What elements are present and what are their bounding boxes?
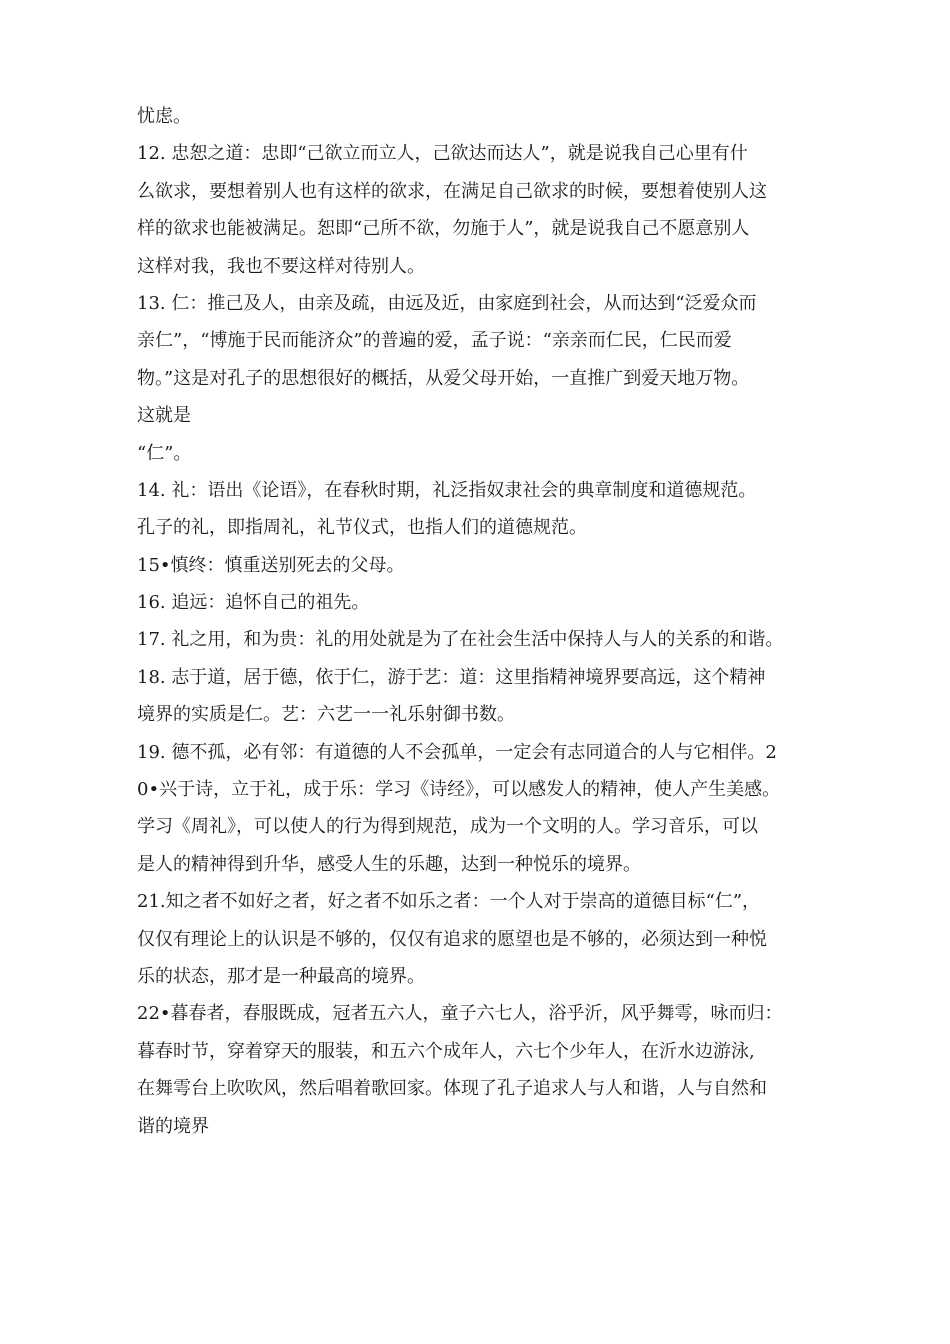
- text-line: 13. 仁：推己及人，由亲及疏，由远及近，由家庭到社会，从而达到“泛爱众而: [137, 292, 757, 314]
- text-line: 谐的境界: [137, 1115, 209, 1137]
- text-line: 么欲求，要想着别人也有这样的欲求，在满足自己欲求的时候，要想着使别人这: [137, 180, 767, 202]
- text-line: 14. 礼：语出《论语》，在春秋时期，礼泛指奴隶社会的典章制度和道德规范。: [137, 479, 757, 501]
- text-line: 境界的实质是仁。艺：六艺一一礼乐射御书数。: [137, 704, 515, 726]
- text-line: 21.知之者不如好之者，好之者不如乐之者：一个人对于崇高的道德目标“仁”，: [137, 891, 761, 913]
- text-line: 乐的状态，那才是一种最高的境界。: [137, 965, 425, 987]
- text-line: 17. 礼之用，和为贵：礼的用处就是为了在社会生活中保持人与人的关系的和谐。: [137, 629, 784, 651]
- text-line: 18. 志于道，居于德，依于仁，游于艺：道：这里指精神境界要高远，这个精神: [137, 666, 766, 688]
- text-line: 19. 德不孤，必有邻：有道德的人不会孤单，一定会有志同道合的人与它相伴。2: [137, 741, 777, 763]
- text-line: 12. 忠恕之道：忠即“己欲立而立人，己欲达而达人”，就是说我自己心里有什: [137, 143, 748, 165]
- text-line: “仁”。: [137, 442, 192, 464]
- text-line: 样的欲求也能被满足。恕即“己所不欲，勿施于人”，就是说我自己不愿意别人: [137, 218, 750, 240]
- text-line: 0•兴于诗，立于礼，成于乐：学习《诗经》，可以感发人的精神，使人产生美感。: [137, 779, 781, 801]
- document-body: [137, 98, 827, 1145]
- text-line: 物。”这是对孔子的思想很好的概括，从爱父母开始，一直推广到爱天地万物。: [137, 367, 750, 389]
- text-line: 16. 追远：追怀自己的祖先。: [137, 592, 370, 614]
- text-line: 在舞雩台上吹吹风，然后唱着歌回家。体现了孔子追求人与人和谐，人与自然和: [137, 1078, 767, 1100]
- text-line: 15•慎终：慎重送别死去的父母。: [137, 554, 405, 576]
- text-line: 是人的精神得到升华，感受人生的乐趣，达到一种悦乐的境界。: [137, 853, 641, 875]
- text-line: 仅仅有理论上的认识是不够的，仅仅有追求的愿望也是不够的，必须达到一种悦: [137, 928, 767, 950]
- text-line: 忧虑。: [137, 106, 191, 127]
- text-line: 学习《周礼》，可以使人的行为得到规范，成为一个文明的人。学习音乐，可以: [137, 816, 758, 838]
- text-line: 这就是: [137, 405, 191, 427]
- text-line: 亲仁”，“博施于民而能济众”的普遍的爱，孟子说：“亲亲而仁民，仁民而爱: [137, 330, 732, 352]
- text-line: 22•暮春者，春服既成，冠者五六人，童子六七人，浴乎沂，风乎舞雩，咏而归：: [137, 1003, 783, 1025]
- text-line: 孔子的礼，即指周礼，礼节仪式，也指人们的道德规范。: [137, 517, 587, 539]
- text-line: 这样对我，我也不要这样对待别人。: [137, 255, 425, 277]
- text-line: 暮春时节，穿着穿天的服装，和五六个成年人，六七个少年人，在沂水边游泳,: [137, 1040, 755, 1062]
